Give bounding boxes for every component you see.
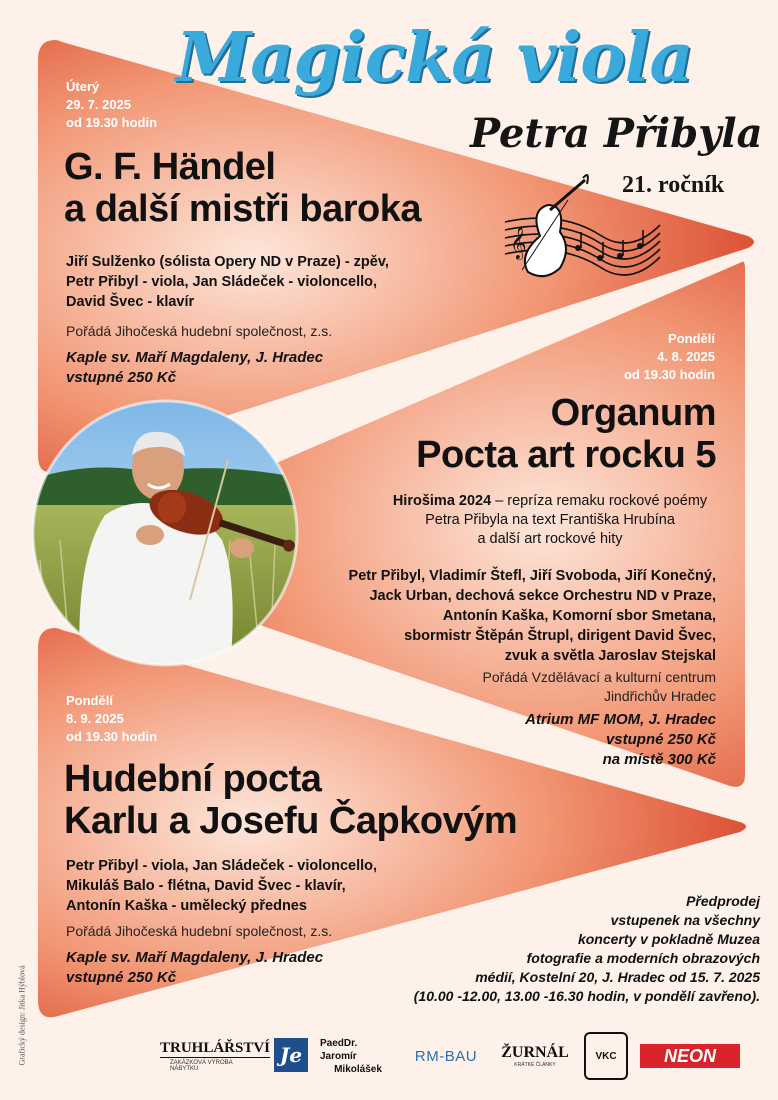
concert1-datetime bbox=[66, 78, 157, 132]
festival-title: Magická viola bbox=[176, 18, 693, 98]
edition-label: 21. ročník bbox=[622, 172, 725, 198]
concert2-organizer-line1: Pořádá Vzdělávací a kulturní centrum bbox=[482, 669, 716, 685]
concert3-title bbox=[64, 758, 517, 842]
concert3-datetime bbox=[66, 692, 157, 746]
concert1-date: 29. 7. 2025 bbox=[66, 97, 132, 112]
concert3-title-line1: Hudební pocta bbox=[64, 758, 322, 800]
design-credit-text: Grafický design: Jitka Hýblová bbox=[17, 965, 27, 1066]
logo-zurnal-sub: KRÁTKÉ ČLÁNKY bbox=[514, 1062, 556, 1068]
presale-info bbox=[340, 892, 760, 1006]
logo-truhlarstvi bbox=[159, 1032, 271, 1080]
concert2-program bbox=[370, 492, 730, 549]
performer-line: David Švec - klavír bbox=[66, 294, 195, 310]
concert2-program-line2: Petra Přibyla na text Františka Hrubína bbox=[425, 512, 675, 528]
concert1-organizer: Pořádá Jihočeská hudební společnost, z.s. bbox=[66, 323, 333, 339]
performer-line: sbormistr Štěpán Štrupl, dirigent David Švec, bbox=[404, 628, 716, 644]
concert2-program-line3: a další art rockové hity bbox=[477, 531, 623, 547]
concert2-datetime bbox=[560, 330, 715, 384]
logo-mikolasek-line1: PaedDr. Jaromír bbox=[320, 1037, 358, 1062]
concert1-title bbox=[64, 146, 421, 230]
concert1-title-line2: a další mistři baroka bbox=[64, 188, 421, 230]
concert3-time: od 19.30 hodin bbox=[66, 729, 158, 744]
concert3-date: 8. 9. 2025 bbox=[66, 711, 124, 726]
sponsor-logos bbox=[159, 1032, 750, 1082]
concert1-venue-block bbox=[66, 348, 323, 388]
concert2-title-line2: Pocta art rocku 5 bbox=[416, 434, 716, 476]
concert2-program-line1: – repríza remaku rockové poémy bbox=[491, 493, 708, 509]
concert3-price: vstupné 250 Kč bbox=[66, 969, 177, 986]
performer-line: Mikuláš Balo - flétna, David Švec - klavír, bbox=[66, 878, 346, 894]
concert2-program-bold: Hirošima 2024 bbox=[392, 493, 492, 509]
concert2-date: 4. 8. 2025 bbox=[657, 349, 715, 364]
logo-je: Je bbox=[274, 1038, 308, 1072]
performer-line: Jack Urban, dechová sekce Orchestru ND v Praze, bbox=[369, 588, 716, 604]
concert2-organizer bbox=[400, 668, 716, 706]
concert2-price-door: na místě 300 Kč bbox=[602, 751, 716, 768]
logo-zurnal bbox=[500, 1032, 570, 1080]
logo-rmbau: RM-BAU bbox=[414, 1047, 478, 1065]
presale-line: vstupenek na všechny bbox=[610, 912, 760, 928]
performer-line: Petr Přibyl - viola, Jan Sládeček - violoncello, bbox=[66, 858, 378, 874]
logo-mikolasek bbox=[320, 1032, 396, 1080]
logo-vkc: VKC bbox=[584, 1032, 628, 1080]
concert3-title-line2: Karlu a Josefu Čapkovým bbox=[64, 800, 518, 842]
concert1-title-line1: G. F. Händel bbox=[64, 146, 276, 188]
concert1-time: od 19.30 hodin bbox=[66, 115, 158, 130]
performer-line: Antonín Kaška - umělecký přednes bbox=[66, 898, 307, 914]
design-credit bbox=[14, 945, 28, 1070]
concert2-title-line1: Organum bbox=[550, 392, 716, 434]
festival-subtitle: Petra Přibyla bbox=[470, 110, 763, 157]
concert1-venue: Kaple sv. Maří Magdaleny, J. Hradec bbox=[66, 349, 324, 366]
concert1-performers bbox=[66, 252, 389, 312]
concert1-day: Úterý bbox=[66, 79, 100, 94]
presale-line: (10.00 -12.00, 13.00 -16.30 hodin, v pondělí zavřeno). bbox=[413, 988, 760, 1004]
performer-line: Petr Přibyl - viola, Jan Sládeček - violoncello, bbox=[66, 274, 378, 290]
logo-neon: NEON bbox=[640, 1044, 740, 1068]
performer-line: Antonín Kaška, Komorní sbor Smetana, bbox=[442, 608, 716, 624]
svg-text:𝄞: 𝄞 bbox=[510, 226, 527, 259]
concert2-title bbox=[330, 392, 716, 476]
concert3-performers bbox=[66, 856, 377, 916]
performer-line: Petr Přibyl, Vladimír Štefl, Jiří Svoboda, Jiří Konečný, bbox=[348, 568, 716, 584]
concert2-day: Pondělí bbox=[668, 331, 715, 346]
logo-truhlarstvi-text: TRUHLÁŘSTVÍ bbox=[159, 1040, 271, 1056]
concert3-venue-block bbox=[66, 948, 323, 988]
concert2-organizer-line2: Jindřichův Hradec bbox=[603, 688, 716, 704]
performer-line: zvuk a světla Jaroslav Stejskal bbox=[504, 648, 716, 664]
concert3-organizer: Pořádá Jihočeská hudební společnost, z.s. bbox=[66, 923, 333, 939]
concert1-price: vstupné 250 Kč bbox=[66, 369, 177, 386]
logo-zurnal-text: ŽURNÁL bbox=[501, 1044, 569, 1061]
presale-line: médií, Kostelní 20, J. Hradec od 15. 7. 2025 bbox=[475, 969, 760, 985]
logo-truhlarstvi-sub: ZAKÁZKOVÁ VÝROBA NÁBYTKU bbox=[170, 1060, 233, 1072]
presale-line: fotografie a moderních obrazových bbox=[526, 950, 760, 966]
concert2-performers bbox=[300, 566, 716, 666]
logo-mikolasek-line2: Mikolášek bbox=[334, 1063, 382, 1075]
concert2-venue: Atrium MF MOM, J. Hradec bbox=[525, 711, 716, 728]
presale-line: koncerty v pokladně Muzea bbox=[577, 931, 760, 947]
concert2-price: vstupné 250 Kč bbox=[605, 731, 716, 748]
performer-line: Jiří Sulženko (sólista Opery ND v Praze) - zpěv, bbox=[66, 254, 389, 270]
presale-line: Předprodej bbox=[686, 893, 760, 909]
concert3-day: Pondělí bbox=[66, 693, 113, 708]
concert3-venue: Kaple sv. Maří Magdaleny, J. Hradec bbox=[66, 949, 324, 966]
concert2-time: od 19.30 hodin bbox=[623, 367, 715, 382]
